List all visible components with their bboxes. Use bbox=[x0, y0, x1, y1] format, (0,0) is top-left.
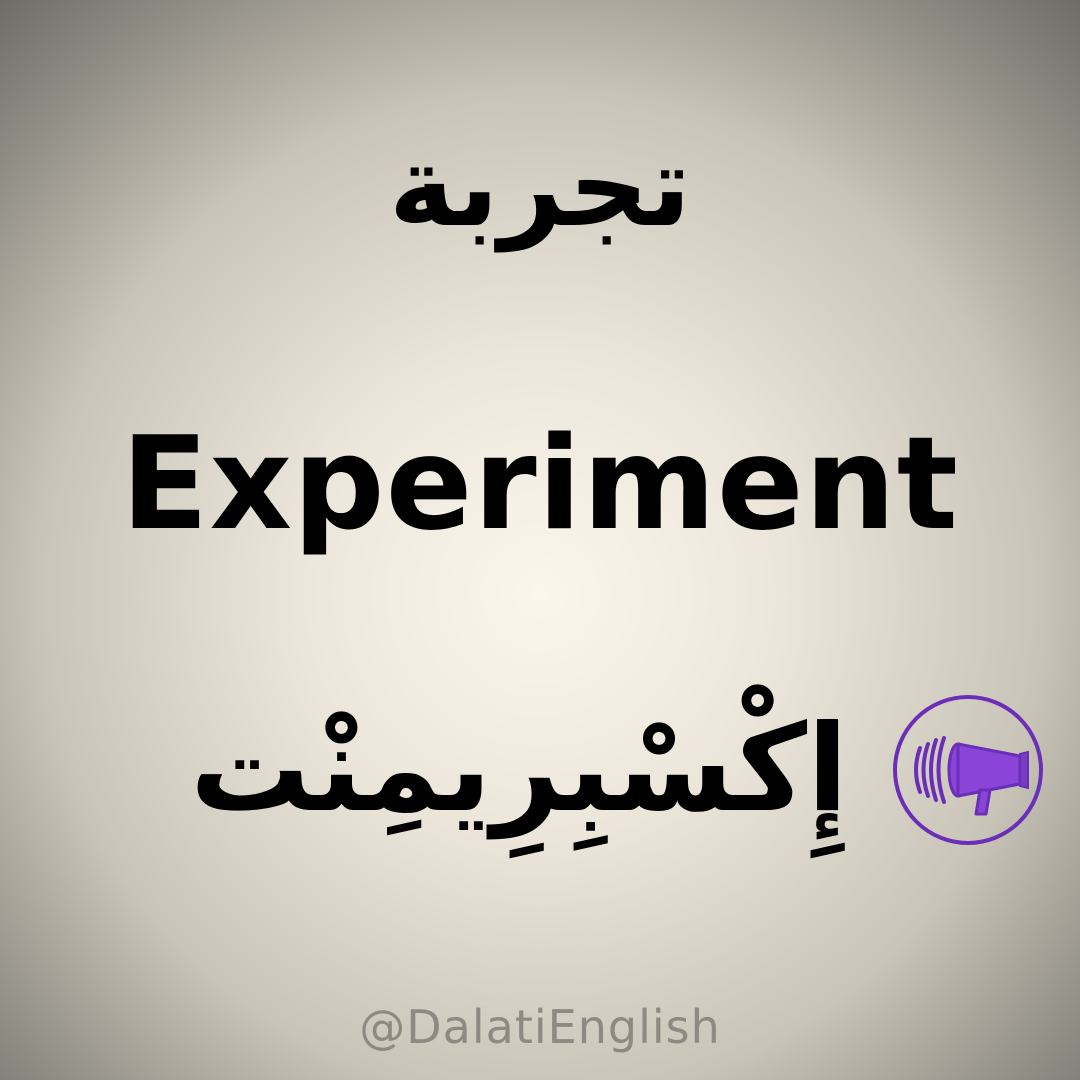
english-word: Experiment bbox=[121, 410, 959, 559]
play-audio-button[interactable] bbox=[888, 690, 1048, 850]
megaphone-icon bbox=[888, 690, 1048, 850]
arabic-word: تجربة bbox=[388, 122, 692, 252]
pronunciation-text: إِكْسْبِرِيمِنْت bbox=[190, 700, 849, 839]
pronunciation-row bbox=[190, 680, 1060, 860]
brand-handle: @DalatiEnglish bbox=[359, 1000, 721, 1054]
